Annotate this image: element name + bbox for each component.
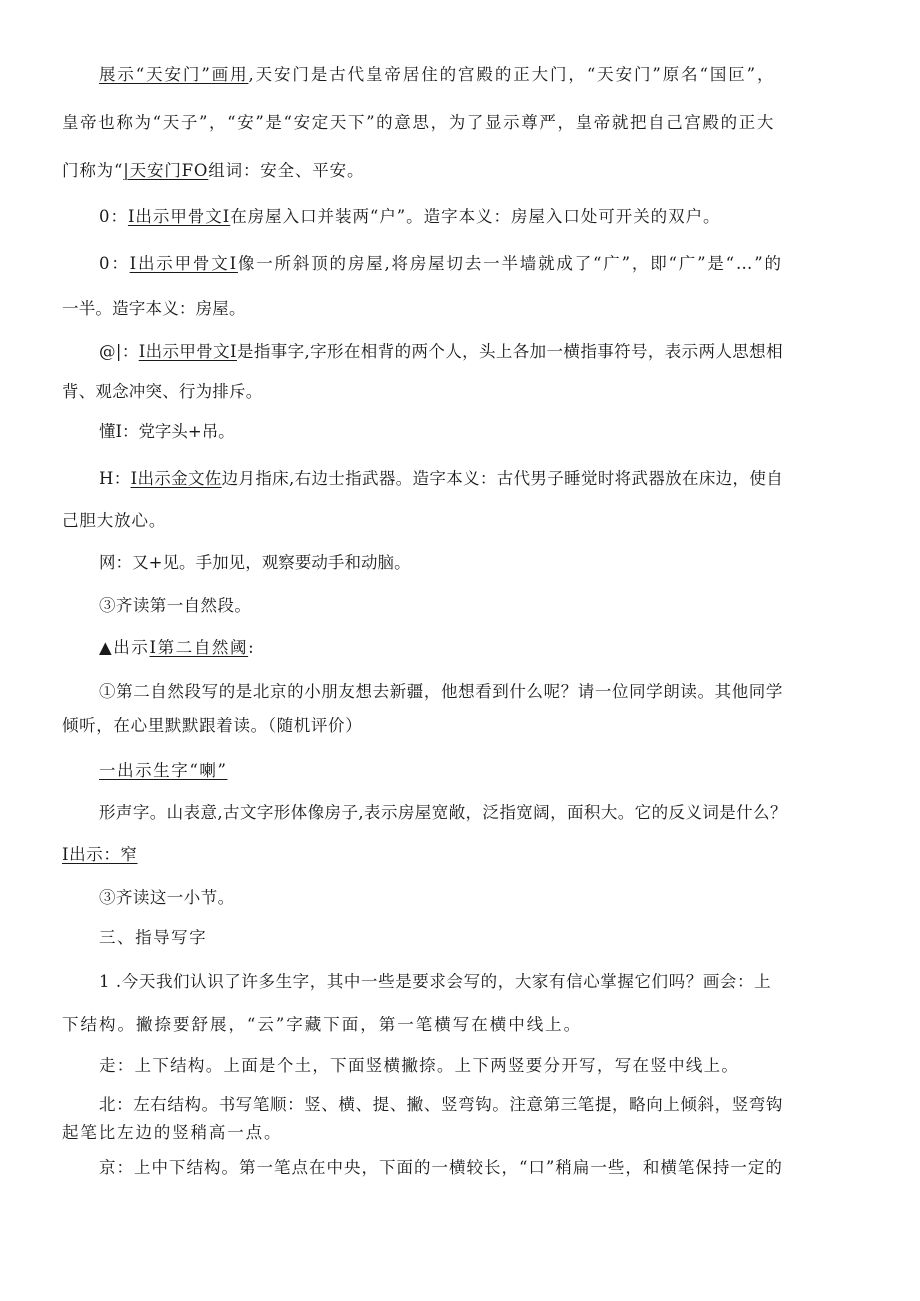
text-segment: 0： <box>99 207 128 226</box>
text-segment: : <box>248 638 256 657</box>
underlined-text: 展示“天安门”画用 <box>99 65 249 84</box>
text-segment: 组词：安全、平安。 <box>208 161 365 180</box>
paragraph-line <box>99 552 411 574</box>
text-segment: 在房屋入口并装两“户”。造字本义：房屋入口处可开关的双户。 <box>230 207 721 226</box>
paragraph-line <box>99 341 783 363</box>
text-segment: 是指事字,字形在相背的两个人，头上各加一横指事符号，表示两人思想相 <box>236 342 783 361</box>
text-segment: 北：左右结构。书写笔顺：竖、横、提、撇、竖弯钩。注意第三笔提，略向上倾斜，竖弯钩 <box>99 1095 783 1114</box>
paragraph-line <box>62 1122 282 1144</box>
text-segment: 背、观念冲突、行为排斥。 <box>62 382 263 401</box>
paragraph-line <box>99 595 251 617</box>
paragraph-line <box>99 802 787 824</box>
paragraph-line <box>99 637 255 659</box>
paragraph-line <box>99 1094 783 1116</box>
underlined-text: 一出示生字“喇” <box>99 761 228 780</box>
underlined-text: I出示甲骨文I <box>129 254 238 273</box>
text-segment: 0： <box>99 254 130 273</box>
paragraph-line <box>62 510 166 532</box>
paragraph-line <box>99 1055 739 1077</box>
paragraph-line <box>99 206 721 228</box>
underlined-text: I出示甲骨文I <box>138 342 237 361</box>
underlined-text: I第二自然阈 <box>149 638 249 657</box>
text-segment: 起笔比左边的竖稍高一点。 <box>62 1123 283 1142</box>
text-segment: ①第二自然段写的是北京的小朋友想去新疆，他想看到什么呢？请一位同学朗读。其他同学 <box>99 682 783 701</box>
underlined-text: |天安门FO <box>123 161 209 180</box>
text-segment: ▲出示 <box>99 638 150 657</box>
text-segment: 像一所斜顶的房屋,将房屋切去一半墙就成了“广”，即“广”是“…”的 <box>237 254 783 273</box>
text-segment: ③齐读第一自然段。 <box>99 596 252 615</box>
text-segment: H： <box>99 469 131 488</box>
paragraph-line <box>99 681 783 703</box>
text-segment: 形声字。山表意,古文字形体像房子,表示房屋宽敞，泛指宽阔，面积大。它的反义词是什么？ <box>99 803 787 822</box>
underlined-text: I出示：窄 <box>62 845 138 864</box>
paragraph-line <box>99 421 235 443</box>
text-segment: 走：上下结构。上面是个土，下面竖横撇捺。上下两竖要分开写，写在竖中线上。 <box>99 1056 740 1075</box>
paragraph-line <box>99 760 227 782</box>
paragraph-line <box>62 715 362 737</box>
text-segment: ③齐读这一小节。 <box>99 888 235 907</box>
text-segment: 懂I：党字头+吊。 <box>99 422 235 441</box>
paragraph-line <box>62 298 246 320</box>
text-segment: 皇帝也称为“天子”，“安”是“安定天下”的意思，为了显示尊严，皇帝就把自己宫殿的正大 <box>62 113 776 132</box>
paragraph-line <box>99 253 783 275</box>
text-segment: 三、指导写字 <box>99 928 208 947</box>
paragraph-line <box>99 64 775 86</box>
underlined-text: I出示金文佐 <box>130 469 222 488</box>
text-segment: 网：又+见。手加见，观察要动手和动脑。 <box>99 553 411 572</box>
text-segment: 倾听，在心里默默跟着读。（随机评价） <box>62 716 363 735</box>
paragraph-line <box>62 1014 582 1036</box>
text-segment: 下结构。撇捺要舒展，“云”字藏下面，第一笔横写在横中线上。 <box>62 1015 583 1034</box>
paragraph-line <box>99 468 783 490</box>
paragraph-line <box>99 927 207 949</box>
paragraph-line <box>62 844 138 866</box>
text-segment: 1 .今天我们认识了许多生字，其中一些是要求会写的，大家有信心掌握它们吗？画会：上 <box>99 972 772 991</box>
paragraph-line <box>62 112 775 134</box>
paragraph-line <box>62 160 364 182</box>
text-segment: @|： <box>99 342 139 361</box>
text-segment: ,天安门是古代皇帝居住的宫殿的正大门，“天安门”原名“国叵”， <box>248 65 776 84</box>
underlined-text: I出示甲骨文I <box>127 207 231 226</box>
text-segment: 一半。造字本义：房屋。 <box>62 299 246 318</box>
paragraph-line <box>99 971 771 993</box>
text-segment: 边月指床,右边士指武器。造字本义：古代男子睡觉时将武器放在床边，使自 <box>221 469 784 488</box>
paragraph-line <box>62 381 262 403</box>
paragraph-line <box>99 1157 783 1179</box>
text-segment: 门称为“ <box>62 161 124 180</box>
text-segment: 京：上中下结构。第一笔点在中央，下面的一横较长，“口”稍扁一些，和横笔保持一定的 <box>99 1158 783 1177</box>
paragraph-line <box>99 887 235 909</box>
text-segment: 己胆大放心。 <box>62 511 167 530</box>
